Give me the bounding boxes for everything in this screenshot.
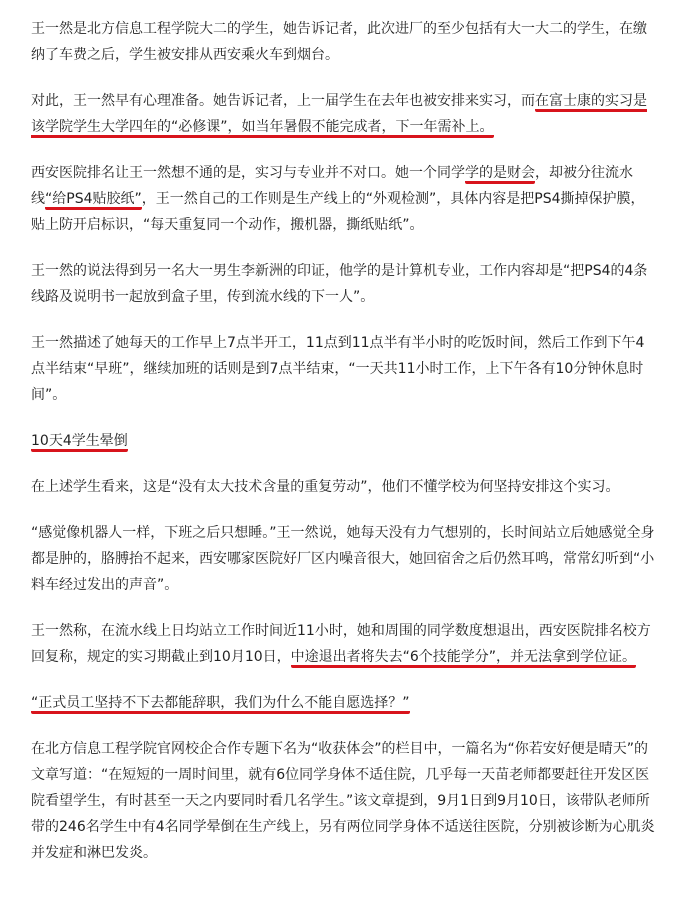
paragraph-8-lead: 王一然称，在流水线上日均站立工作时间近11小时，她和周围的同学数度想退出，西安医院排名校方回复称，规定的实习期截止到10月10日， — [31, 623, 651, 665]
section-heading-2 — [31, 690, 657, 716]
section-heading-1-text: 10天4学生晕倒 — [31, 433, 128, 452]
paragraph-5 — [31, 330, 657, 408]
paragraph-4 — [31, 258, 657, 310]
highlight-ps4-tape: “给PS4贴胶纸” — [45, 191, 142, 210]
paragraph-3-mid: ，却被分往流水线 — [31, 165, 633, 207]
paragraph-8 — [31, 618, 657, 670]
paragraph-2-lead: 对此，王一然早有心理准备。她告诉记者，上一届学生在去年也被安排来实习，而 — [31, 93, 535, 109]
paragraph-3 — [31, 160, 657, 238]
paragraph-7-text: “感觉像机器人一样，下班之后只想睡。”王一然说，她每天没有力气想别的，长时间站立后她感觉全身都是肿的，胳膊抬不起来，西安哪家医院好厂区内噪音很大，她回宿舍之后仍然耳鸣，常常幻听到“小料车经过发出的声音”。 — [31, 525, 655, 593]
highlight-accounting: 学的是财会 — [465, 165, 535, 184]
paragraph-6 — [31, 474, 657, 500]
paragraph-4-text: 王一然的说法得到另一名大一男生李新洲的印证，他学的是计算机专业，工作内容却是“把PS4的4条线路及说明书一起放到盒子里，传到流水线的下一人”。 — [31, 263, 648, 305]
paragraph-3-tail: ，王一然自己的工作则是生产线上的“外观检测”，具体内容是把PS4撕掉保护膜，贴上防开启标识，“每天重复同一个动作，搬机器，撕纸贴纸”。 — [31, 191, 645, 233]
section-heading-2-text: “正式员工坚持不下去都能辞职，我们为什么不能自愿选择？” — [31, 695, 410, 714]
highlight-credits-loss: 中途退出者将失去“6个技能学分”，并无法拿到学位证。 — [291, 649, 636, 668]
paragraph-6-text: 在上述学生看来，这是“没有太大技术含量的重复劳动”，他们不懂学校为何坚持安排这个实习。 — [31, 479, 620, 495]
paragraph-5-text: 王一然描述了她每天的工作早上7点半开工，11点到11点半有半小时的吃饭时间，然后工作到下午4点半结束“早班”，继续加班的话则是到7点半结束，“一天共11小时工作，上下午各有10分钟休息时间”。 — [31, 335, 645, 403]
section-heading-1 — [31, 428, 657, 454]
paragraph-9 — [31, 736, 657, 866]
highlight-required-course: 在富士康的实习是该学院学生大学四年的“必修课”，如当年暑假不能完成者，下一年需补上。 — [31, 93, 647, 138]
paragraph-7 — [31, 520, 657, 598]
paragraph-1-text: 王一然是北方信息工程学院大二的学生，她告诉记者，此次进厂的至少包括有大一大二的学生，在缴纳了车费之后，学生被安排从西安乘火车到烟台。 — [31, 21, 647, 63]
article-body — [31, 16, 657, 886]
paragraph-1 — [31, 16, 657, 68]
paragraph-2 — [31, 88, 657, 140]
paragraph-9-text: 在北方信息工程学院官网校企合作专题下名为“收获体会”的栏目中，一篇名为“你若安好便是晴天”的文章写道：“在短短的一周时间里，就有6位同学身体不适住院，几乎每一天苗老师都要赶往开发区医院看望学生，有时甚至一天之内要同时看几名学生。”该文章提到，9月1日到9月10日，该带队老师所带的246名学生中有4名同学晕倒在生产线上，另有两位同学身体不适送往医院，分别被诊断为心肌炎并发症和淋巴发炎。 — [31, 741, 655, 861]
paragraph-3-lead: 西安医院排名让王一然想不通的是，实习与专业并不对口。她一个同学 — [31, 165, 465, 181]
